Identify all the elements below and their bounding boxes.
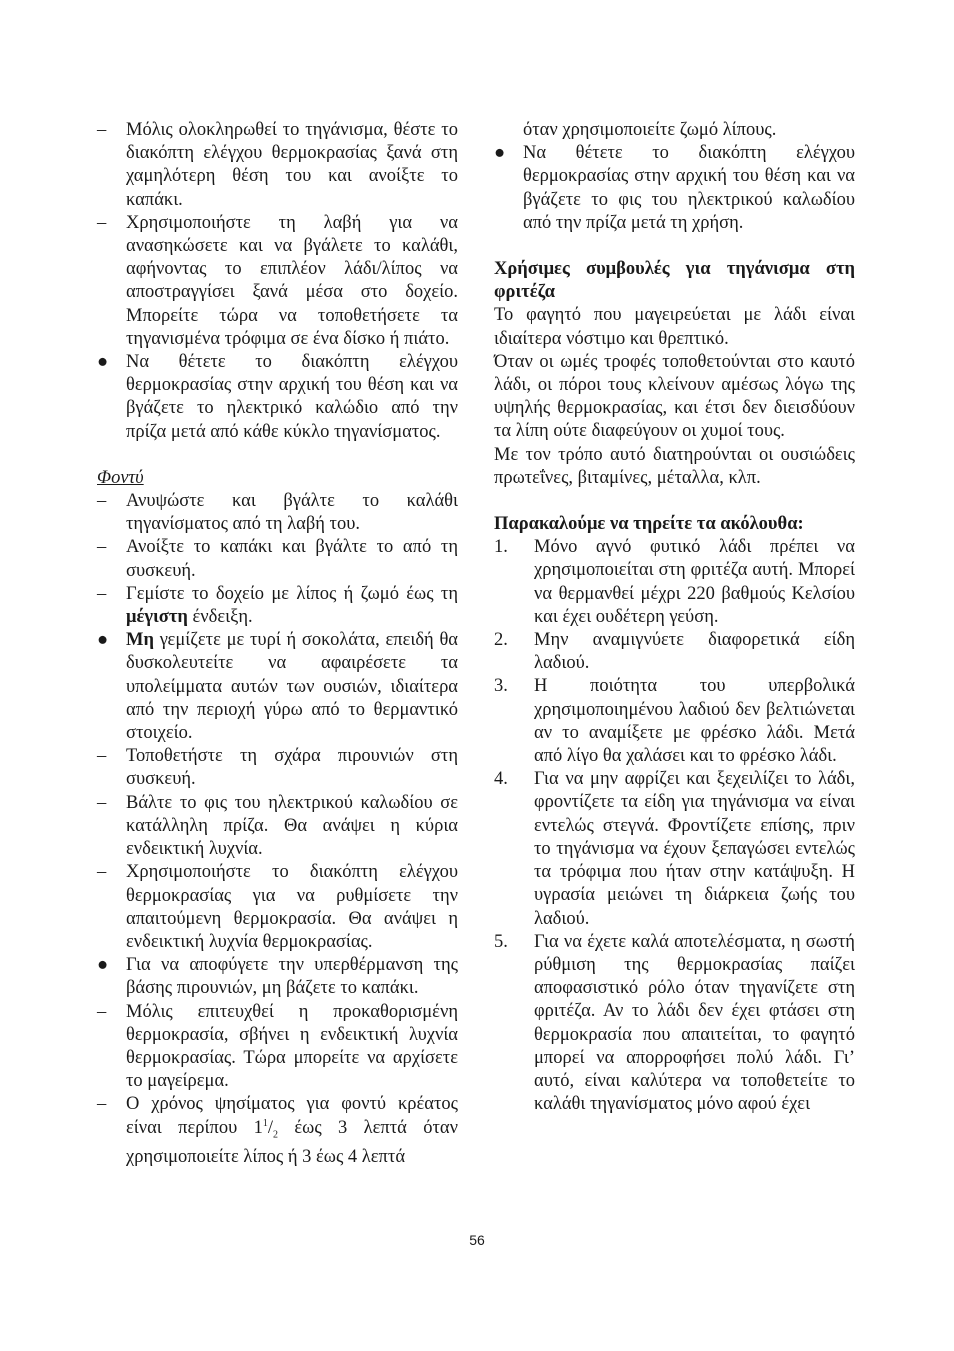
dash-marker: –	[97, 212, 107, 233]
dash-marker: –	[97, 1094, 107, 1115]
list-item	[97, 1001, 458, 1094]
dash-marker: –	[97, 792, 107, 813]
list-item	[97, 745, 458, 791]
dash-marker: –	[97, 120, 107, 140]
dash-marker: –	[97, 1001, 107, 1022]
fill-text-pre: Γεμίστε το δοχείο με λίπος ή ζωμό έως τη	[126, 583, 458, 604]
right-column	[494, 119, 855, 1116]
list-item	[97, 119, 458, 212]
list-item	[97, 212, 458, 351]
list-item-text: Χρησιμοποιήστε το διακόπτη ελέγχου θερμοκρασίας για να ρυθμίσετε την απαιτούμενη θερμοκρασία. Θα ανάψει η ενδεικτική λυχνία θερμοκρασίας.	[126, 862, 458, 952]
warning-text: γεμίζετε με τυρί ή σοκολάτα, επειδή θα δυσκολευτείτε να αφαιρέσετε τα υπολείμματα αυτών των ουσιών, ιδιαίτερα από την περιοχή γύρω από το θερμαντικό στοιχείο.	[126, 630, 458, 744]
item-number: 2.	[494, 630, 508, 651]
list-item-continuation	[494, 119, 855, 142]
please-heading: Παρακαλούμε να τηρείτε τα ακόλουθα:	[494, 514, 804, 535]
spacer	[97, 444, 458, 467]
list-item-text: Ανυψώστε και βγάλτε το καλάθι τηγανίσματος από τη λαβή του.	[126, 491, 458, 535]
list-item	[97, 629, 458, 745]
list-item-text: όταν χρησιμοποιείτε ζωμό λίπους.	[523, 120, 777, 140]
item-number: 3.	[494, 676, 508, 697]
bullet-marker: ●	[494, 143, 506, 164]
tips-paragraph: Όταν οι ωμές τροφές τοποθετούνται στο καυτό λάδι, οι πόροι τους κλείνουν αμέσως λόγω της υψηλής θερμοκρασίας, και έτσι δεν διεισδύουν τα λίπη ούτε διαφεύγουν οι χυμοί τους.	[494, 351, 855, 442]
numbered-item	[494, 931, 855, 1117]
tips-heading: Χρήσιμες συμβουλές για τηγάνισμα στη φριτέζα	[494, 259, 855, 303]
numbered-item-text: Για να έχετε καλά αποτελέσματα, η σωστή ρύθμιση της θερμοκρασίας παίζει αποφασιστικό ρόλο όταν τηγανίζετε στη φριτέζα. Αν το λάδι δεν έχει φτάσει στη θερμοκρασία που απαιτείται, το φαγητό μπορεί να απορροφήσει πολύ λάδι. Γι’ αυτό, είναι καλύτερα να τοποθετείτε το καλάθι τηγανίσματος μόνο αφού έχει	[534, 931, 855, 1115]
bullet-marker: ●	[97, 352, 109, 373]
tips-paragraph: Το φαγητό που μαγειρεύεται με λάδι είναι ιδιαίτερα νόστιμο και θρεπτικό.	[494, 305, 855, 349]
numbered-item-text: Μόνο αγνό φυτικό λάδι πρέπει να χρησιμοποιείται στη φριτέζα αυτή. Μπορεί να θερμανθεί μέχρι 220 βαθμούς Κελσίου και έχει ουδέτερη γεύση.	[534, 537, 855, 627]
list-item	[97, 1093, 458, 1169]
fraction-slash: /	[267, 1117, 273, 1138]
item-number: 1.	[494, 537, 508, 558]
fill-text-bold: μέγιστη	[126, 607, 188, 628]
list-item-text: Μόλις επιτευχθεί η προκαθορισμένη θερμοκρασία, σβήνει η ενδεικτική λυχνία θερμοκρασίας. Τώρα μπορείτε να αρχίσετε το μαγείρεμα.	[126, 1001, 458, 1092]
time-text-post: έως 3 λεπτά όταν χρησιμοποιείτε λίπος ή 3 έως 4 λεπτά	[126, 1117, 458, 1168]
numbered-item	[494, 629, 855, 675]
list-item	[97, 490, 458, 536]
list-item	[97, 861, 458, 954]
list-item	[97, 954, 458, 1000]
warning-bold-word: Μη	[126, 630, 154, 651]
list-item-text: Να θέτετε το διακόπτη ελέγχου θερμοκρασίας στην αρχική του θέση και να βγάζετε το φις του ηλεκτρικού καλωδίου από την πρίζα μετά τη χρήση.	[523, 143, 855, 233]
numbered-item-text: Η ποιότητα του υπερβολικά χρησιμοποιημένου λαδιού δεν βελτιώνεται αν το αναμίξετε με φρέσκο λάδι. Μετά από λίγο θα χαλάσει και το φρέσκο λάδι.	[534, 676, 855, 767]
time-text-pre: Ο χρόνος ψησίματος για φοντύ κρέατος είναι περίπου 1	[126, 1094, 458, 1138]
list-item	[97, 583, 458, 629]
list-item	[494, 142, 855, 235]
numbered-item-text: Μην αναμιγνύετε διαφορετικά είδη λαδιού.	[534, 630, 855, 674]
spacer	[494, 235, 855, 258]
tips-paragraph: Με τον τρόπο αυτό διατηρούνται οι ουσιώδεις πρωτεΐνες, βιταμίνες, μέταλλα, κλπ.	[494, 444, 855, 488]
spacer	[494, 490, 855, 513]
item-number: 4.	[494, 769, 508, 790]
dash-marker: –	[97, 746, 107, 767]
fraction-denominator: 2	[273, 1129, 278, 1141]
list-item-text: Βάλτε το φις του ηλεκτρικού καλωδίου σε κατάλληλη πρίζα. Θα ανάψει η κύρια ενδεικτική λυχνία.	[126, 792, 458, 860]
numbered-item	[494, 675, 855, 768]
fondue-heading: Φοντύ	[97, 467, 144, 488]
list-item	[97, 351, 458, 444]
list-item-text	[126, 584, 458, 627]
fraction-numerator: 1	[262, 1117, 268, 1129]
list-item	[97, 792, 458, 862]
bullet-marker: ●	[97, 630, 109, 651]
list-item-text: Μόλις ολοκληρωθεί το τηγάνισμα, θέστε το διακόπτη ελέγχου θερμοκρασίας ξανά στη χαμηλότερη θέση του και ανοίξτε το καπάκι.	[126, 120, 458, 210]
numbered-item	[494, 536, 855, 629]
dash-marker: –	[97, 862, 107, 883]
fill-text-post: ένδειξη.	[192, 607, 253, 628]
list-item-text: Να θέτετε το διακόπτη ελέγχου θερμοκρασίας στην αρχική του θέση και να βγάζετε το ηλεκτρικό καλώδιο από την πρίζα μετά από κάθε κύκλο τηγανίσματος.	[126, 352, 458, 442]
numbered-item-text: Για να μην αφρίζει και ξεχειλίζει το λάδι, φροντίζετε τα είδη για τηγάνισμα να είναι εντελώς στεγνά. Φροντίζετε επίσης, πριν το τηγάνισμα να έχουν ξεπαγώσει εντελώς τα τρόφιμα που ήταν στην κατάψυξη. Η υγρασία μειώνει τη διάρκεια ζωής του λαδιού.	[534, 769, 855, 929]
list-item-text: Τοποθετήστε τη σχάρα πιρουνιών στη συσκευή.	[126, 746, 458, 790]
numbered-item	[494, 768, 855, 930]
dash-marker: –	[97, 491, 107, 512]
list-item-text: Ανοίξτε το καπάκι και βγάλτε το από τη συσκευή.	[126, 537, 458, 581]
list-item-text	[126, 1094, 458, 1167]
item-number: 5.	[494, 931, 508, 952]
left-column	[97, 119, 458, 1170]
page-number: 56	[469, 1232, 485, 1248]
dash-marker: –	[97, 583, 107, 604]
list-item-text: Χρησιμοποιήστε τη λαβή για να ανασηκώσετε και να βγάλετε το καλάθι, αφήνοντας το επιπλέον λάδι/λίπος να αποστραγγίσει ξανά μέσα στο δοχείο. Μπορείτε τώρα να τοποθετήσετε τα τηγανισμένα τρόφιμα σε ένα δίσκο ή πιάτο.	[126, 212, 458, 349]
list-item	[97, 536, 458, 582]
dash-marker: –	[97, 537, 107, 558]
bullet-marker: ●	[97, 955, 109, 976]
list-item-text	[126, 630, 458, 743]
list-item-text: Για να αποφύγετε την υπερθέρμανση της βάσης πιρουνιών, μη βάζετε το καπάκι.	[126, 955, 458, 999]
